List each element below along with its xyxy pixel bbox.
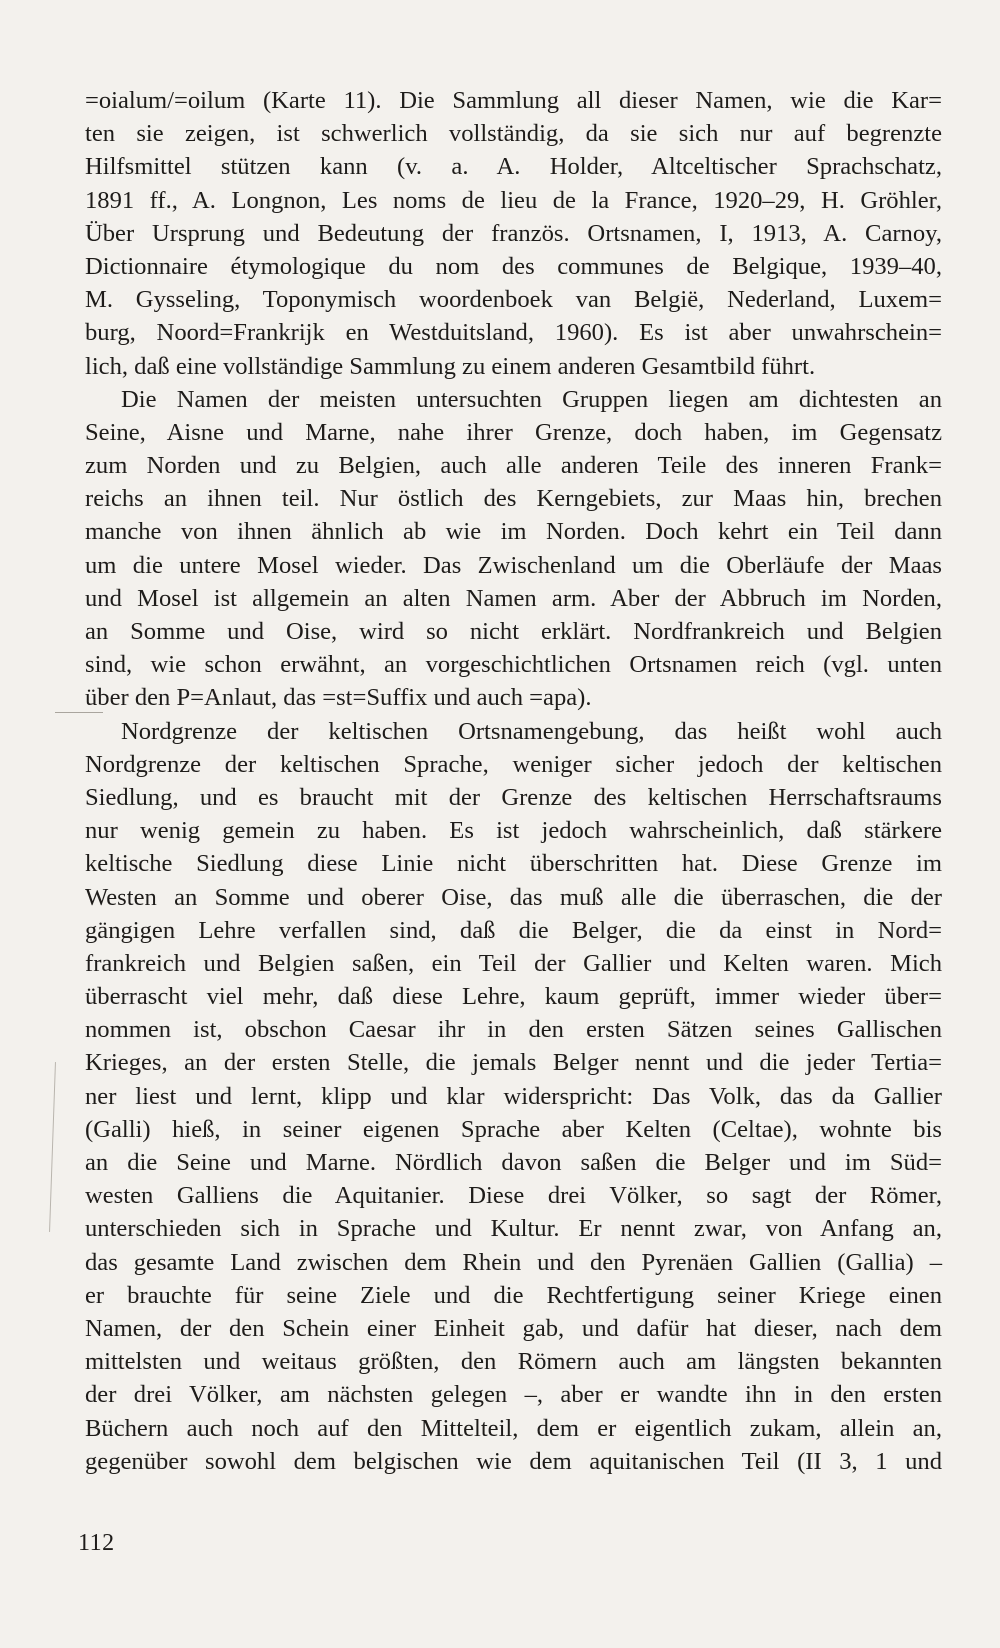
text-line: ten sie zeigen, ist schwerlich vollständig, da sie sich nur auf begrenzte <box>85 120 942 148</box>
text-line: ner liest und lernt, klipp und klar widerspricht: Das Volk, das da Gallier <box>85 1082 942 1110</box>
text-line: überrascht viel mehr, daß diese Lehre, kaum geprüft, immer wieder über= <box>85 983 942 1011</box>
text-line: Über Ursprung und Bedeutung der französ. Ortsnamen, I, 1913, A. Carnoy, <box>85 219 942 247</box>
text-line: burg, Noord=Frankrijk en Westduitsland, 1960). Es ist aber unwahrschein= <box>85 319 942 347</box>
paragraph-2 <box>85 383 942 715</box>
text-line: unterschieden sich in Sprache und Kultur. Er nennt zwar, von Anfang an, <box>85 1215 942 1243</box>
text-line: (Galli) hieß, in seiner eigenen Sprache aber Kelten (Celtae), wohnte bis <box>85 1115 942 1143</box>
text-line: lich, daß eine vollständige Sammlung zu einem anderen Gesamtbild führt. <box>85 352 816 380</box>
text-line: 1891 ff., A. Longnon, Les noms de lieu de la France, 1920–29, H. Gröhler, <box>85 186 942 214</box>
text-line: manche von ihnen ähnlich ab wie im Norden. Doch kehrt ein Teil dann <box>85 518 942 546</box>
text-line: Nordgrenze der keltischen Sprache, weniger sicher jedoch der keltischen <box>85 750 942 778</box>
text-line: mittelsten und weitaus größten, den Römern auch am längsten bekannten <box>85 1348 942 1376</box>
text-line: er brauchte für seine Ziele und die Rechtfertigung seiner Kriege einen <box>85 1281 942 1309</box>
text-line: Westen an Somme und oberer Oise, das muß alle die überraschen, die der <box>85 883 942 911</box>
paragraph-3 <box>85 715 942 1478</box>
text-line: nur wenig gemein zu haben. Es ist jedoch wahrscheinlich, daß stärkere <box>85 817 942 845</box>
text-line: =oialum/=oilum (Karte 11). Die Sammlung all dieser Namen, wie die Kar= <box>85 87 942 114</box>
body-text <box>85 84 942 1478</box>
text-line: Hilfsmittel stützen kann (v. a. A. Holder, Altceltischer Sprachschatz, <box>85 153 942 181</box>
text-line: zum Norden und zu Belgien, auch alle anderen Teile des inneren Frank= <box>85 452 942 480</box>
text-line: Siedlung, und es braucht mit der Grenze des keltischen Herrschaftsraums <box>85 783 942 811</box>
text-line: Nordgrenze der keltischen Ortsnamengebung, das heißt wohl auch <box>121 717 942 745</box>
text-line: Namen, der den Schein einer Einheit gab, und dafür hat dieser, nach dem <box>85 1314 942 1342</box>
text-line: Büchern auch noch auf den Mittelteil, dem er eigentlich zukam, allein an, <box>85 1414 942 1442</box>
text-line: an Somme und Oise, wird so nicht erklärt. Nordfrankreich und Belgien <box>85 618 942 645</box>
text-line: westen Galliens die Aquitanier. Diese drei Völker, so sagt der Römer, <box>85 1182 942 1210</box>
text-line: M. Gysseling, Toponymisch woordenboek van België, Nederland, Luxem= <box>85 286 942 314</box>
text-line: keltische Siedlung diese Linie nicht überschritten hat. Diese Grenze im <box>85 850 942 878</box>
text-line: das gesamte Land zwischen dem Rhein und den Pyrenäen Gallien (Gallia) – <box>85 1248 942 1276</box>
text-line: gängigen Lehre verfallen sind, daß die Belger, die da einst in Nord= <box>85 916 942 944</box>
text-line: und Mosel ist allgemein an alten Namen arm. Aber der Abbruch im Norden, <box>85 584 942 612</box>
pencil-underline-mark <box>55 712 103 713</box>
text-line: reichs an ihnen teil. Nur östlich des Kerngebiets, zur Maas hin, brechen <box>85 485 942 513</box>
text-line: sind, wie schon erwähnt, an vorgeschichtlichen Ortsnamen reich (vgl. unten <box>85 651 942 679</box>
text-line: Krieges, an der ersten Stelle, die jemals Belger nennt und die jeder Tertia= <box>85 1049 942 1077</box>
text-line: gegenüber sowohl dem belgischen wie dem aquitanischen Teil (II 3, 1 und <box>85 1447 942 1475</box>
page-number: 112 <box>78 1530 115 1556</box>
text-line: frankreich und Belgien saßen, ein Teil der Gallier und Kelten waren. Mich <box>85 949 942 977</box>
text-line: über den P=Anlaut, das =st=Suffix und auch =apa). <box>85 684 592 712</box>
text-line: an die Seine und Marne. Nördlich davon saßen die Belger und im Süd= <box>85 1149 942 1176</box>
text-line: um die untere Mosel wieder. Das Zwischenland um die Oberläufe der Maas <box>85 551 942 579</box>
text-line: Seine, Aisne und Marne, nahe ihrer Grenze, doch haben, im Gegensatz <box>85 418 942 446</box>
text-line: Dictionnaire étymologique du nom des communes de Belgique, 1939–40, <box>85 252 942 280</box>
paragraph-1 <box>85 84 942 383</box>
text-line: nommen ist, obschon Caesar ihr in den ersten Sätzen seines Gallischen <box>85 1016 942 1044</box>
margin-pencil-mark <box>49 1062 56 1232</box>
text-line: der drei Völker, am nächsten gelegen –, aber er wandte ihn in den ersten <box>85 1381 942 1409</box>
text-line: Die Namen der meisten untersuchten Gruppen liegen am dichtesten an <box>121 385 942 413</box>
